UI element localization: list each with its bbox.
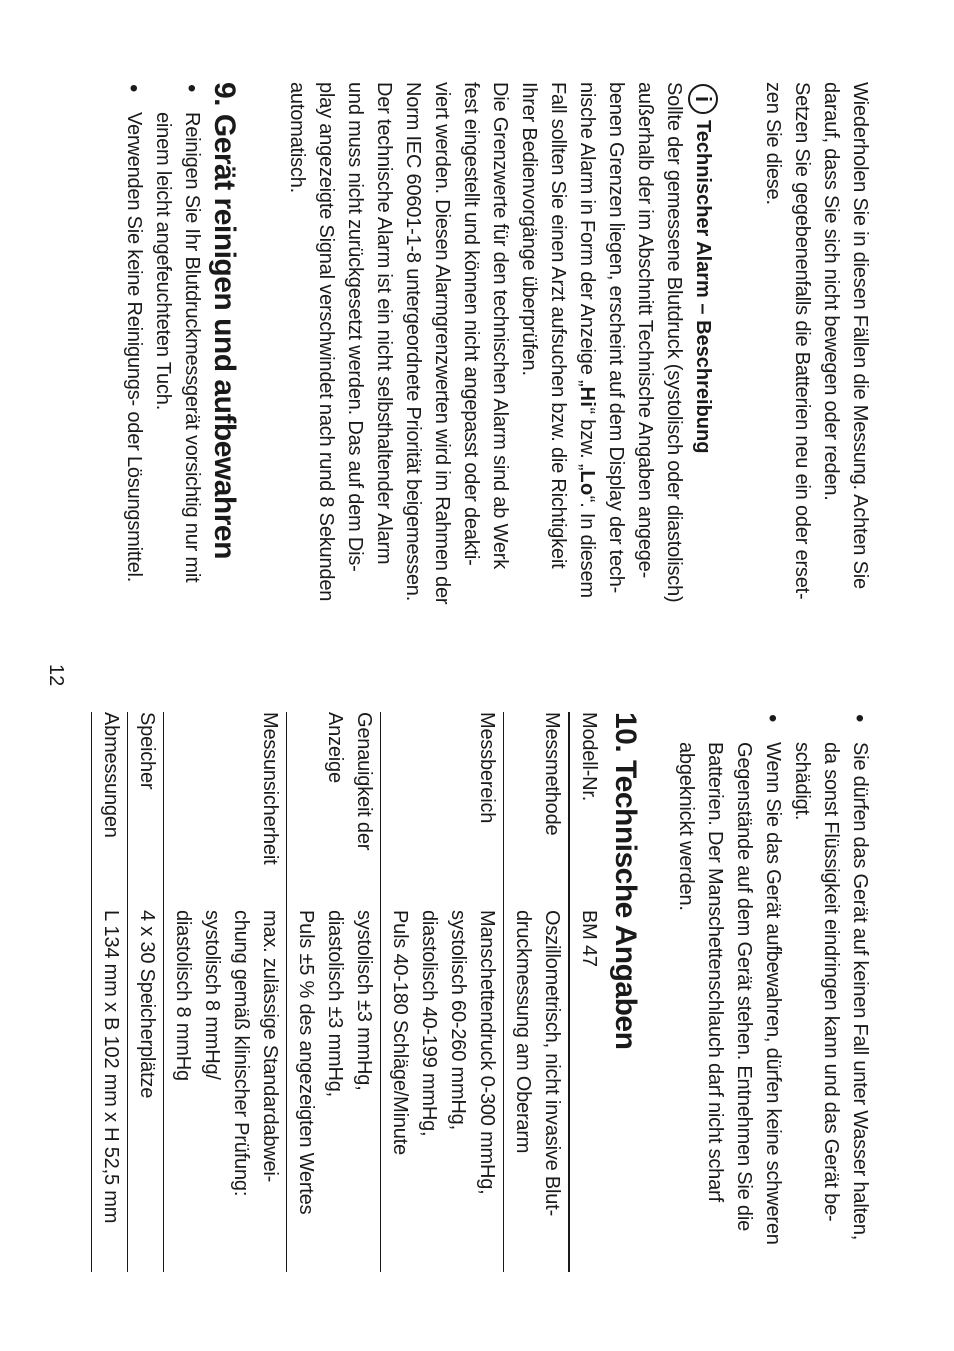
alarm-text: “ bzw. „ <box>576 407 598 471</box>
spec-value-line: diastolisch 8 mmHg <box>172 910 194 1081</box>
intro-text <box>758 82 874 647</box>
spec-label <box>569 712 605 910</box>
table-row <box>504 712 570 1272</box>
spec-value <box>287 910 381 1272</box>
spec-value-line: diastolisch 40-199 mmHg, <box>418 910 440 1137</box>
alarm-line: Norm IEC 60601-1-8 untergeordnete Priorität beigemessen. <box>402 82 424 602</box>
list-item-line: Verwenden Sie keine Reinigungs- oder Lösungsmittel. <box>123 112 145 583</box>
technical-alarm-heading <box>688 82 718 647</box>
table-row <box>128 712 164 1272</box>
list-item-line: Reinigen Sie Ihr Blutdruckmessgerät vorsichtig nur mit <box>181 112 203 583</box>
list-item <box>119 82 148 647</box>
spec-value-line: Puls 40-180 Schläge/Minute <box>389 910 411 1155</box>
spec-value-line: Oszillometrisch, nicht invasive Blut- <box>541 910 563 1217</box>
list-item-line: Sie dürfen das Gerät auf keinen Fall unter Wasser halten, <box>849 742 871 1241</box>
alarm-line: Die Grenzwerte für den technischen Alarm sind ab Werk <box>489 82 511 570</box>
technical-alarm-section <box>282 82 718 647</box>
spec-label-line: Messmethode <box>541 712 563 836</box>
list-item <box>148 82 206 647</box>
intro-line: Setzen Sie gegebenenfalls die Batterien neu ein oder erset- <box>791 82 813 600</box>
spec-value-line: chung gemäß klinischer Prüfung: <box>230 910 252 1197</box>
alarm-line: Ihrer Bedienvorgänge überprüfen. <box>518 82 540 376</box>
spec-label-line: Modell-Nr. <box>578 712 600 802</box>
spec-value <box>504 910 570 1272</box>
list-item-line: da sonst Flüssigkeit eindringen kann und das Gerät be- <box>820 742 842 1222</box>
page-number: 12 <box>45 664 67 687</box>
list-item-line: Wenn Sie das Gerät aufbewahren, dürfen keine schweren <box>762 742 784 1245</box>
list-item <box>787 712 874 1282</box>
list-item-line: Gegenstände auf dem Gerät stehen. Entnehmen Sie die <box>733 742 755 1232</box>
section-9 <box>119 82 242 647</box>
spec-value-line: druckmessung am Oberarm <box>512 910 534 1154</box>
spec-value <box>92 910 128 1272</box>
alarm-line: fest eingestellt und können nicht angepasst oder deakti- <box>460 82 482 566</box>
intro-line: darauf, dass Sie sich nicht bewegen oder reden. <box>820 82 842 501</box>
spec-label <box>92 712 128 910</box>
table-row <box>287 712 381 1272</box>
alarm-line: Fall sollten Sie einen Arzt aufsuchen bzw. die Richtigkeit <box>547 82 569 569</box>
alarm-line: außerhalb der im Abschnitt Technische Angaben angege- <box>634 82 656 579</box>
storage-warnings-list <box>671 712 874 1282</box>
table-row <box>569 712 605 1272</box>
info-icon: i <box>688 84 718 114</box>
alarm-line: automatisch. <box>286 82 308 193</box>
list-item-line: abgeknickt werden. <box>675 742 697 911</box>
spec-value <box>128 910 164 1272</box>
alarm-text: nische Alarm in Form der Anzeige „ <box>576 82 598 387</box>
spec-value-line: systolisch 8 mmHg/ <box>201 910 223 1080</box>
intro-line: zen Sie diese. <box>762 82 784 205</box>
right-column <box>91 712 874 1282</box>
alarm-line: play angezeigte Signal verschwindet nach rund 8 Sekunden <box>315 82 337 602</box>
alarm-line: viert werden. Diesen Alarmgrenzwerten wird im Rahmen der <box>431 82 453 605</box>
spec-value-line: Manschettendruck 0-300 mmHg, <box>476 910 498 1195</box>
list-item <box>671 712 787 1282</box>
spec-value-line: systolisch ±3 mmHg, <box>353 910 375 1091</box>
lo-display-symbol: Lo <box>576 470 598 496</box>
spec-value-line: L 134 mm x B 102 mm x H 52,5 mm <box>100 910 122 1224</box>
hi-display-symbol: Hi <box>576 386 598 408</box>
table-row <box>92 712 128 1272</box>
spec-label-line: Anzeige <box>324 712 346 783</box>
list-item-line: einem leicht angefeuchteten Tuch. <box>152 112 174 411</box>
spec-value <box>569 910 605 1272</box>
spec-label <box>128 712 164 910</box>
list-item-line: Batterien. Der Manschettenschlauch darf nicht scharf <box>704 742 726 1202</box>
table-row <box>381 712 504 1272</box>
spec-value <box>381 910 504 1272</box>
section-9-list <box>119 82 206 647</box>
spec-value-line: BM 47 <box>578 910 600 967</box>
alarm-text: “. In diesem <box>576 495 598 598</box>
spec-value-line: systolisch 60-260 mmHg, <box>447 910 469 1130</box>
alarm-line: Der technische Alarm ist ein nicht selbsthaltender Alarm <box>373 82 395 565</box>
spec-value-line: diastolisch ±3 mmHg, <box>324 910 346 1098</box>
section-10-heading: 10. Technische Angaben <box>609 712 642 1050</box>
alarm-line: benen Grenzen liegen, erscheint auf dem Display der tech- <box>605 82 627 594</box>
spec-label-line: Messunsicherheit <box>259 712 281 865</box>
spec-label-line: Genauigkeit der <box>353 712 375 851</box>
section-9-heading: 9. Gerät reinigen und aufbewahren <box>208 82 241 559</box>
spec-value-line: 4 x 30 Speicherplätze <box>136 910 158 1099</box>
spec-label <box>381 712 504 910</box>
alarm-line: Sollte der gemessene Blutdruck (systolisch oder diastolisch) <box>663 82 685 603</box>
intro-line: Wiederholen Sie in diesen Fällen die Messung. Achten Sie <box>849 82 871 589</box>
spec-label-line: Abmessungen <box>100 712 122 838</box>
spec-label-line: Messbereich <box>476 712 498 824</box>
technical-specs-table <box>91 712 605 1272</box>
spec-value-line: Puls ±5 % des angezeigten Wertes <box>295 910 317 1215</box>
technical-alarm-title: Technischer Alarm – Beschreibung <box>692 120 715 454</box>
spec-value <box>164 910 287 1272</box>
alarm-line-hi-lo <box>572 82 601 647</box>
spec-label <box>164 712 287 910</box>
spec-label <box>287 712 381 910</box>
spec-value-line: max. zulässige Standardabwei- <box>259 910 281 1183</box>
left-column <box>119 82 874 647</box>
list-item-line: schädigt. <box>791 742 813 821</box>
table-row <box>164 712 287 1272</box>
spec-label <box>504 712 570 910</box>
spec-label-line: Speicher <box>136 712 158 790</box>
alarm-line: und muss nicht zurückgesetzt werden. Das auf dem Dis- <box>344 82 366 572</box>
